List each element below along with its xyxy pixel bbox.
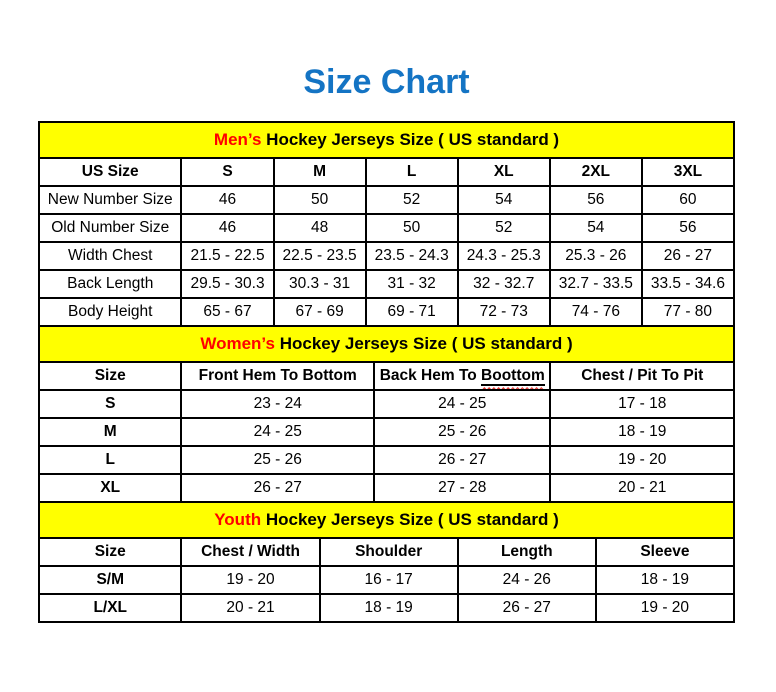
header-row xyxy=(39,362,734,390)
size-value-cell: 52 xyxy=(366,186,458,214)
size-value-cell: 30.3 - 31 xyxy=(274,270,366,298)
size-value-cell: 19 - 20 xyxy=(596,594,734,622)
size-value-cell: 19 - 20 xyxy=(181,566,319,594)
mens-size-table xyxy=(38,157,735,327)
womens-section xyxy=(38,325,735,503)
size-value-cell: 50 xyxy=(274,186,366,214)
misspelled-word-text: Boottom xyxy=(481,367,545,384)
row-label: Body Height xyxy=(39,298,181,326)
column-header: Chest / Pit To Pit xyxy=(550,362,734,390)
size-value-cell: 25 - 26 xyxy=(374,418,551,446)
column-header: Sleeve xyxy=(596,538,734,566)
mens-section xyxy=(38,121,735,327)
table-row xyxy=(39,474,734,502)
row-label: M xyxy=(39,418,181,446)
table-row xyxy=(39,186,734,214)
mens-banner-text: Hockey Jerseys Size ( US standard ) xyxy=(261,130,560,149)
table-row xyxy=(39,270,734,298)
size-value-cell: 18 - 19 xyxy=(320,594,458,622)
column-header: M xyxy=(274,158,366,186)
column-header: XL xyxy=(458,158,550,186)
row-label: S/M xyxy=(39,566,181,594)
size-value-cell: 60 xyxy=(642,186,734,214)
header-row xyxy=(39,158,734,186)
table-row xyxy=(39,242,734,270)
size-value-cell: 23.5 - 24.3 xyxy=(366,242,458,270)
row-label: Back Length xyxy=(39,270,181,298)
womens-banner xyxy=(38,325,735,363)
size-value-cell: 17 - 18 xyxy=(550,390,734,418)
youth-banner xyxy=(38,501,735,539)
row-label: XL xyxy=(39,474,181,502)
youth-banner-text: Hockey Jerseys Size ( US standard ) xyxy=(261,510,559,529)
mens-banner xyxy=(38,121,735,159)
column-header: Size xyxy=(39,538,181,566)
table-row xyxy=(39,594,734,622)
size-value-cell: 24 - 26 xyxy=(458,566,596,594)
size-value-cell: 24 - 25 xyxy=(181,418,374,446)
column-header: S xyxy=(181,158,273,186)
column-header: US Size xyxy=(39,158,181,186)
header-row xyxy=(39,538,734,566)
row-label: Old Number Size xyxy=(39,214,181,242)
size-value-cell: 27 - 28 xyxy=(374,474,551,502)
column-header: Length xyxy=(458,538,596,566)
size-value-cell: 52 xyxy=(458,214,550,242)
size-value-cell: 54 xyxy=(458,186,550,214)
size-value-cell: 32.7 - 33.5 xyxy=(550,270,642,298)
size-value-cell: 25 - 26 xyxy=(181,446,374,474)
row-label: L/XL xyxy=(39,594,181,622)
size-value-cell: 25.3 - 26 xyxy=(550,242,642,270)
mens-banner-highlight: Men’s xyxy=(213,130,262,149)
size-value-cell: 54 xyxy=(550,214,642,242)
table-row xyxy=(39,390,734,418)
size-value-cell: 77 - 80 xyxy=(642,298,734,326)
size-value-cell: 48 xyxy=(274,214,366,242)
column-header: Size xyxy=(39,362,181,390)
row-label: S xyxy=(39,390,181,418)
row-label: L xyxy=(39,446,181,474)
size-value-cell: 56 xyxy=(550,186,642,214)
size-value-cell: 18 - 19 xyxy=(596,566,734,594)
size-value-cell: 67 - 69 xyxy=(274,298,366,326)
size-value-cell: 29.5 - 30.3 xyxy=(181,270,273,298)
youth-section xyxy=(38,501,735,623)
row-label: Width Chest xyxy=(39,242,181,270)
size-value-cell: 26 - 27 xyxy=(642,242,734,270)
size-value-cell: 19 - 20 xyxy=(550,446,734,474)
size-value-cell: 23 - 24 xyxy=(181,390,374,418)
table-row xyxy=(39,566,734,594)
size-value-cell: 20 - 21 xyxy=(550,474,734,502)
misspelled-word xyxy=(481,367,545,385)
column-header: Shoulder xyxy=(320,538,458,566)
size-tables-root xyxy=(38,121,735,623)
row-label: New Number Size xyxy=(39,186,181,214)
size-value-cell: 31 - 32 xyxy=(366,270,458,298)
size-value-cell: 50 xyxy=(366,214,458,242)
size-value-cell: 26 - 27 xyxy=(458,594,596,622)
size-value-cell: 72 - 73 xyxy=(458,298,550,326)
womens-banner-text: Hockey Jerseys Size ( US standard ) xyxy=(274,334,573,353)
youth-banner-highlight: Youth xyxy=(214,510,262,529)
size-value-cell: 46 xyxy=(181,186,273,214)
size-value-cell: 46 xyxy=(181,214,273,242)
size-value-cell: 32 - 32.7 xyxy=(458,270,550,298)
womens-banner-highlight: Women’s xyxy=(200,334,275,353)
size-value-cell: 20 - 21 xyxy=(181,594,319,622)
page-title: Size Chart xyxy=(303,63,470,101)
size-value-cell: 24 - 25 xyxy=(374,390,551,418)
size-value-cell: 69 - 71 xyxy=(366,298,458,326)
table-row xyxy=(39,418,734,446)
size-value-cell: 65 - 67 xyxy=(181,298,273,326)
youth-size-table xyxy=(38,537,735,623)
column-header: Chest / Width xyxy=(181,538,319,566)
table-row xyxy=(39,214,734,242)
size-value-cell: 56 xyxy=(642,214,734,242)
column-header: L xyxy=(366,158,458,186)
column-header: 3XL xyxy=(642,158,734,186)
size-value-cell: 16 - 17 xyxy=(320,566,458,594)
table-row xyxy=(39,298,734,326)
column-header: 2XL xyxy=(550,158,642,186)
size-value-cell: 24.3 - 25.3 xyxy=(458,242,550,270)
size-value-cell: 18 - 19 xyxy=(550,418,734,446)
womens-size-table xyxy=(38,361,735,503)
size-chart-content xyxy=(38,0,735,623)
size-value-cell: 26 - 27 xyxy=(181,474,374,502)
column-header-prefix: Back Hem To xyxy=(379,367,482,384)
size-value-cell: 26 - 27 xyxy=(374,446,551,474)
size-value-cell: 74 - 76 xyxy=(550,298,642,326)
size-value-cell: 21.5 - 22.5 xyxy=(181,242,273,270)
size-value-cell: 33.5 - 34.6 xyxy=(642,270,734,298)
table-row xyxy=(39,446,734,474)
column-header: Front Hem To Bottom xyxy=(181,362,374,390)
size-value-cell: 22.5 - 23.5 xyxy=(274,242,366,270)
column-header xyxy=(374,362,551,390)
